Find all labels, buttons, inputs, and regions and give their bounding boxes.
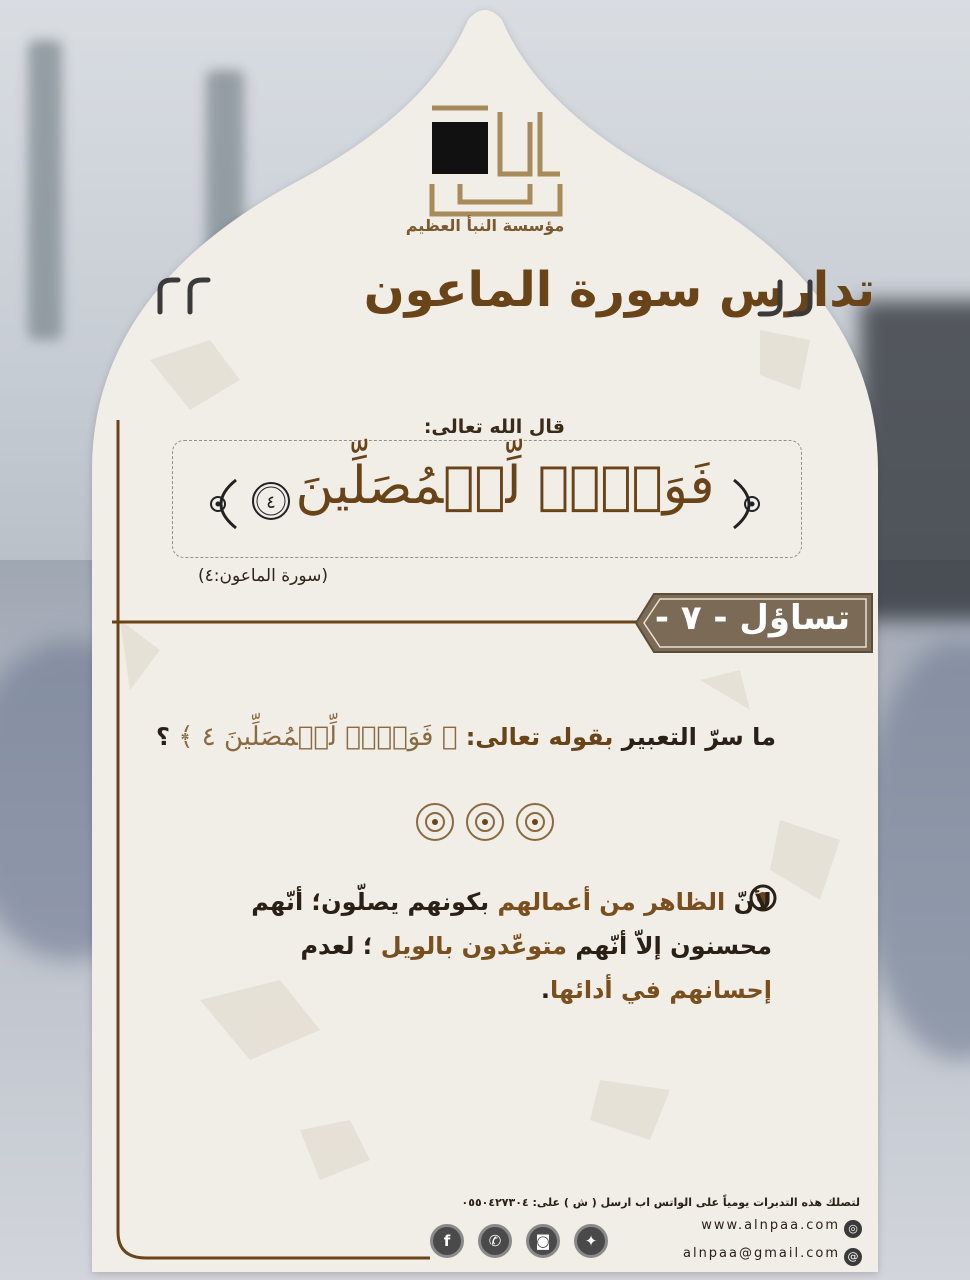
question-verse: ﴿ فَوَيۡلٞ لِّلۡمُصَلِّينَ ٤ ﴾ [178,722,458,752]
verse-intro: قال الله تعالى: [423,416,565,438]
verse-bracket-right-icon [724,474,774,534]
question-part1: ما سرّ التعبير [621,723,776,751]
quote-open-icon [150,272,220,322]
question-text [155,722,776,752]
question-label: تساؤل - ٧ - [654,598,851,638]
ayah-number: ٤ [266,492,276,513]
whatsapp-note: لتصلك هذه التدبرات يومياً على الواتس اب ارسل ( ش ) على: ٠٥٥٠٤٢٧٣٠٤ [461,1196,860,1209]
verse-bracket-left-icon [196,474,246,534]
ayah-number-icon [247,477,295,525]
twitter-icon[interactable]: ✦ [574,1224,608,1258]
answer-s4: متوعّدون بالويل [380,932,568,960]
answer-s6: إحسانهم في أدائها [550,976,772,1004]
at-icon: @ [844,1248,862,1266]
instagram-icon[interactable]: ◙ [526,1224,560,1258]
quote-close-icon [750,272,820,322]
answer-s1: لأنّ [733,888,772,916]
facebook-icon[interactable]: f [430,1224,464,1258]
answer-text [212,880,772,1012]
social-links [430,1224,610,1264]
brand-name: مؤسسة النبأ العظيم [405,216,565,235]
title-row [150,262,875,332]
answer-s7: . [540,976,551,1004]
rosette-divider-icon [410,798,560,846]
verse-reference: (سورة الماعون:٤) [197,566,328,586]
whatsapp-icon[interactable]: ✆ [478,1224,512,1258]
page-title: تدارس سورة الماعون [363,262,875,318]
globe-icon: ◎ [844,1220,862,1238]
email-link[interactable]: alnpaa@gmail.com [682,1246,840,1261]
website-link[interactable]: www.alnpaa.com [701,1218,840,1233]
answer-s2: الظاهر من أعمالهم [497,888,726,916]
verse-text: فَوَيۡلٞ لِّلۡمُصَلِّينَ [295,456,715,516]
answer-s5: ؛ لعدم [300,932,373,960]
answer-s3: بكونهم يصلّون؛ أنّهم محسنون إلاّ أنّهم [251,888,772,960]
question-end: ؟ [155,723,170,751]
question-part2: بقوله تعالى: [465,723,614,751]
